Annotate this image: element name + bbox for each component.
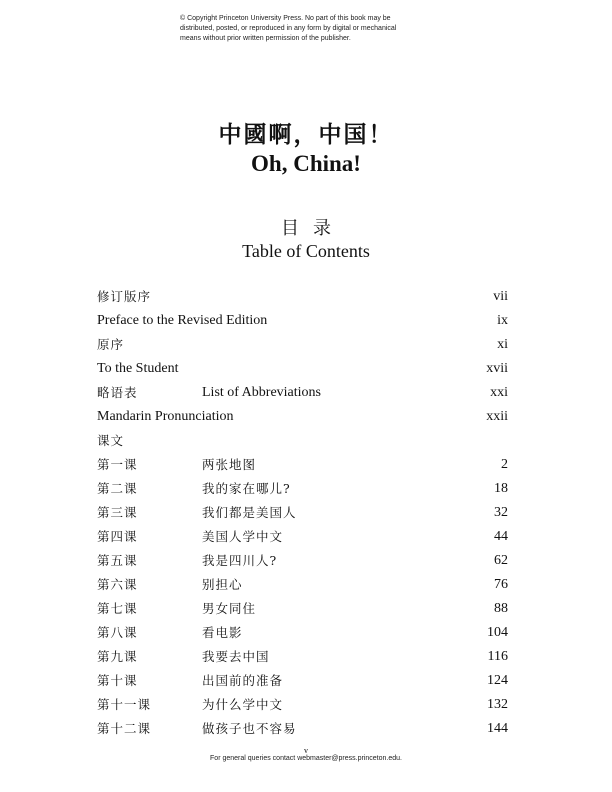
lesson-page: 76 (494, 577, 508, 592)
lesson-page: 144 (487, 721, 508, 736)
lesson-number: 第十课 (97, 673, 138, 688)
lesson-entry (97, 717, 508, 741)
lesson-page: 88 (494, 601, 508, 616)
toc-entry-page: xvii (486, 361, 508, 376)
toc-entry (97, 357, 508, 381)
lesson-title: 我们都是美国人 (202, 505, 297, 520)
lesson-page: 44 (494, 529, 508, 544)
lesson-number: 第五课 (97, 553, 138, 568)
lesson-page: 132 (487, 697, 508, 712)
lesson-number: 第七课 (97, 601, 138, 616)
lesson-title: 男女同住 (202, 601, 257, 616)
toc-heading-english: Table of Contents (242, 241, 370, 261)
lesson-page: 2 (501, 457, 508, 472)
lesson-entry (97, 597, 508, 621)
lessons-heading (97, 429, 508, 453)
copyright-line: means without prior written permission of the publisher. (180, 35, 351, 42)
lesson-number: 第一课 (97, 457, 138, 472)
lesson-number: 第九课 (97, 649, 138, 664)
lesson-entry (97, 453, 508, 477)
lesson-number: 第四课 (97, 529, 138, 544)
lesson-entry (97, 573, 508, 597)
lesson-title: 为什么学中文 (202, 697, 284, 712)
lesson-page: 124 (487, 673, 508, 688)
toc-entry (97, 381, 508, 405)
lesson-entry (97, 549, 508, 573)
lesson-title: 我是四川人? (202, 553, 278, 568)
lesson-title: 看电影 (202, 625, 243, 640)
toc-entry (97, 333, 508, 357)
toc-entry-title: 修订版序 (97, 289, 152, 304)
toc-entry-title: 原序 (97, 337, 125, 352)
toc-entry-title: Preface to the Revised Edition (97, 313, 268, 328)
lesson-entry (97, 621, 508, 645)
toc-entry-title: Mandarin Pronunciation (97, 409, 234, 424)
copyright-line: distributed, posted, or reproduced in any form by digital or mechanical (180, 25, 397, 32)
lesson-title: 两张地图 (202, 457, 257, 472)
lessons-heading-label: 课文 (97, 433, 125, 448)
lesson-page: 32 (494, 505, 508, 520)
toc-entry-page: xxii (486, 409, 508, 424)
lesson-title: 美国人学中文 (202, 529, 284, 544)
lesson-number: 第三课 (97, 505, 138, 520)
lesson-number: 第六课 (97, 577, 138, 592)
toc-entry-title-english: List of Abbreviations (202, 385, 321, 400)
toc-heading-chinese: 目录 (281, 218, 345, 239)
lesson-title: 我要去中国 (202, 649, 270, 664)
lesson-entry (97, 477, 508, 501)
book-title-chinese: 中國啊，中国！ (218, 121, 394, 148)
page-number: v (304, 746, 308, 755)
lesson-page: 18 (494, 481, 508, 496)
lesson-entry (97, 525, 508, 549)
copyright-line: © Copyright Princeton University Press. No part of this book may be (180, 15, 391, 22)
lesson-number: 第十一课 (97, 697, 152, 712)
toc-entry (97, 309, 508, 333)
toc-entry-title: 略语表 (97, 385, 138, 400)
lesson-page: 62 (494, 553, 508, 568)
lesson-page: 104 (487, 625, 508, 640)
lesson-title: 做孩子也不容易 (202, 721, 297, 736)
toc-entry-page: xxi (490, 385, 508, 400)
toc-entry-page: xi (497, 337, 508, 352)
toc-entry (97, 285, 508, 309)
lesson-number: 第八课 (97, 625, 138, 640)
lesson-entry (97, 693, 508, 717)
toc-entry (97, 405, 508, 429)
lesson-number: 第十二课 (97, 721, 152, 736)
toc-entry-page: vii (493, 289, 508, 304)
lesson-title: 别担心 (202, 577, 243, 592)
lesson-title: 出国前的准备 (202, 673, 284, 688)
copyright-notice (180, 14, 480, 44)
toc-entry-title: To the Student (97, 361, 179, 376)
lesson-entry (97, 645, 508, 669)
toc-entry-page: ix (497, 313, 508, 328)
lesson-number: 第二课 (97, 481, 138, 496)
lesson-entry (97, 669, 508, 693)
table-of-contents (97, 285, 508, 741)
book-title-english: Oh, China! (251, 151, 361, 176)
footer-contact: For general queries contact webmaster@press.princeton.edu. (210, 755, 402, 762)
lesson-entry (97, 501, 508, 525)
lesson-title: 我的家在哪儿? (202, 481, 291, 496)
lesson-page: 116 (487, 649, 508, 664)
